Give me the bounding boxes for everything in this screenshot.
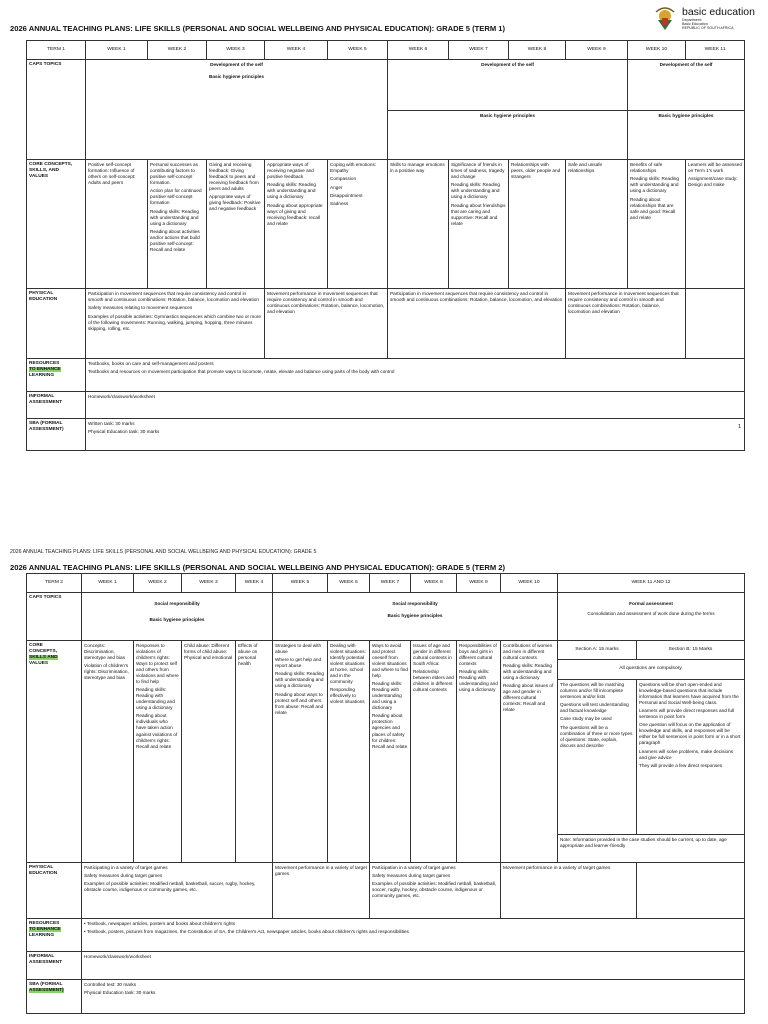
pe-cell xyxy=(501,863,637,919)
cell-paragraph: Relationships with peers, older people and strangers xyxy=(511,161,561,179)
core-cell xyxy=(273,641,328,863)
cell-paragraph: Reading skills: Reading with understanding and using a dictionary xyxy=(275,671,324,689)
cell-paragraph: Movement performance in movement sequences that require consistency and control in smooth and continuous combinations: Rotation, balance, locomotion, and elevation xyxy=(267,290,385,314)
cell-paragraph: Physical Education task: 30 marks xyxy=(88,429,160,435)
cell-paragraph: Reading about issues of age and gender in different cultural contexts: Recall and relate xyxy=(503,683,554,713)
core-cell xyxy=(457,641,501,863)
cell-paragraph: Movement performance in movement sequences that require consistency and control in smooth and continuous combinations: Rotation, balance, locomotion and elevation xyxy=(568,290,679,314)
cell-paragraph: Reading skills: Reading with understanding and using a dictionary xyxy=(267,182,316,200)
week-header: WEEK 6 xyxy=(328,574,370,593)
cell-paragraph: Questions will test understanding and factual knowledge xyxy=(560,701,629,713)
resources-cell xyxy=(82,919,745,952)
cell-paragraph: Written task: 30 marks xyxy=(88,420,135,426)
cell-paragraph: Responsibilities of boys and girls in different cultural contexts xyxy=(459,642,497,666)
week-header: WEEK 8 xyxy=(509,41,566,60)
pe-cell-empty xyxy=(686,289,745,359)
cell-paragraph: Movement performance in a variety of target games xyxy=(275,864,367,876)
cell-paragraph: Action plan for continued positive self-concept formation xyxy=(150,188,202,206)
week-header: WEEK 8 xyxy=(411,574,457,593)
week-header: WEEK 9 xyxy=(457,574,501,593)
week-header: WEEK 7 xyxy=(449,41,509,60)
informal-cell: Homework/classwork/worksheet xyxy=(82,952,745,980)
core-cell xyxy=(86,160,148,289)
core-cell xyxy=(328,641,370,863)
cell-paragraph: Controlled test: 30 marks xyxy=(84,981,137,987)
week-header: WEEK 4 xyxy=(265,41,328,60)
core-cell xyxy=(411,641,457,863)
cell-paragraph: Assignment/case study: Design and make xyxy=(688,176,738,188)
cell-paragraph: Appropriate ways of receiving negative and positive feedback xyxy=(267,161,314,179)
section-b-label: Section B: 15 Marks xyxy=(637,641,745,660)
term-header: TERM 2 xyxy=(27,574,82,593)
cell-paragraph: Anger xyxy=(330,184,343,190)
cell-paragraph: Responses to violations of children's rights: Ways to protect self and others from violations and where to find help xyxy=(136,642,179,684)
informal-cell: Homework/classwork/worksheet xyxy=(86,392,745,419)
week-header: WEEK 6 xyxy=(388,41,449,60)
resources-row xyxy=(27,919,745,952)
row-label-sba: SBA (FORMAL ASSESSMENT) xyxy=(27,419,86,451)
core-cell xyxy=(328,160,388,289)
cell-paragraph: Questions will be short open-ended and knowledge-based questions that include information that learners have acquired from the Personal and Social Well-being class. xyxy=(639,681,739,705)
cell-paragraph: Learners will provide direct responses and full sentence in point form xyxy=(639,707,735,719)
cell-paragraph: Examples of possible activities: Gymnastics sequences which combine two or more of the following movements: Running, walking, jumping, hopping, three minutes skipping, rolling, etc. xyxy=(88,313,261,331)
core-cell xyxy=(236,641,273,863)
pe-cell xyxy=(273,863,370,919)
week-header: WEEK 1 xyxy=(82,574,134,593)
header-row xyxy=(27,574,745,593)
row-label-informal: INFORMAL ASSESSMENT xyxy=(27,952,82,980)
cell-paragraph: Participation in a variety of target games xyxy=(372,864,456,870)
core-cell xyxy=(370,641,411,863)
cell-paragraph: Giving and receiving feedback: Giving feedback to peers and receiving feedback from peers and adults xyxy=(209,161,259,191)
row-label-resources: RESOURCES TO ENHANCE LEARNING xyxy=(27,919,82,952)
row-label-pe: PHYSICAL EDUCATION xyxy=(27,289,86,359)
cell-paragraph: Significance of friends in times of sadness, tragedy and change xyxy=(451,161,505,179)
section-a-text xyxy=(558,680,637,835)
cell-paragraph: Skills to manage emotions in a positive way xyxy=(390,161,445,173)
week-header: WEEK 9 xyxy=(566,41,628,60)
cell-paragraph: Safe and unsafe relationships xyxy=(568,161,603,173)
cell-paragraph: Effects of abuse on personal health xyxy=(238,642,258,666)
sba-row xyxy=(27,980,745,1014)
compulsory-note: All questions are compulsory. xyxy=(558,660,745,680)
cell-paragraph: Examples of possible activities: Modified netball, basketball, soccer, rugby, hockey, obstacle course, indigenous or community games, etc. xyxy=(84,881,256,893)
week-header: WEEK 2 xyxy=(148,41,207,60)
week-header: WEEK 3 xyxy=(182,574,236,593)
sba-cell xyxy=(86,419,745,451)
cell-paragraph: Strategies to deal with abuse xyxy=(275,642,322,654)
cell-paragraph: Coping with emotions: Empathy xyxy=(330,161,377,173)
cell-paragraph: Learners will solve problems, make decisions and give advice xyxy=(639,748,734,760)
row-label-caps: CAPS TOPICS xyxy=(27,60,86,160)
caps-formal-assessment-cell xyxy=(558,593,745,641)
cell-paragraph: Relationship between elders and children in different cultural contexts xyxy=(413,668,454,692)
core-cell xyxy=(628,160,686,289)
cell-paragraph: Reading about ways to protect self and others from abuse: Recall and relate xyxy=(275,691,324,715)
core-cell xyxy=(134,641,182,863)
pe-cell xyxy=(370,863,501,919)
resources-cell xyxy=(86,359,745,392)
cell-paragraph: Contributions of women and men in different cultural contexts xyxy=(503,642,553,660)
caps-topic-cell xyxy=(86,60,388,160)
cell-paragraph: They will provide a few direct responses xyxy=(639,763,723,769)
cell-paragraph: Reading skills: Reading with understanding and using a dictionary xyxy=(459,668,498,692)
cell-paragraph: Examples of possible activities: Modified netball, basketball, soccer, rugby, hockey, obstacle course, indigenous or community games, etc. xyxy=(372,881,497,899)
core-cell xyxy=(207,160,265,289)
caps-topic-sub: Basic hygiene principles xyxy=(209,73,264,79)
cell-paragraph: Movement performance in a variety of target games xyxy=(503,864,611,870)
cell-paragraph: Issues of age and gender in different cultural contexts in South Africa: xyxy=(413,642,452,666)
caps-row xyxy=(27,593,745,641)
cell-paragraph: Compassion xyxy=(330,176,357,182)
core-cell xyxy=(182,641,236,863)
core-cell xyxy=(686,160,745,289)
resources-row xyxy=(27,359,745,392)
term2-table xyxy=(26,573,745,1014)
core-cell xyxy=(82,641,134,863)
cell-paragraph: Appropriate ways of giving feedback: Positive and negative feedback xyxy=(209,194,261,212)
week-header: WEEK 2 xyxy=(134,574,182,593)
caps-topic-cell xyxy=(82,593,273,641)
week-header: WEEK 10 xyxy=(501,574,558,593)
page-number: 1 xyxy=(738,424,742,430)
sba-cell xyxy=(82,980,745,1014)
cell-paragraph: Reading about activities and/or actions that build positive self-concept: Recall and relate xyxy=(150,229,200,253)
logo-name: basic education xyxy=(682,6,755,19)
caps-topic-title: Social responsibility xyxy=(154,600,200,606)
pe-cell xyxy=(86,289,265,359)
cell-paragraph: Reading skills: Reading with understanding and using a dictionary xyxy=(150,208,199,226)
cell-paragraph: Textbooks, books on care and self-management and posters xyxy=(88,360,214,366)
core-cell xyxy=(501,641,558,863)
cell-paragraph: Where to get help and report abuse xyxy=(275,656,322,668)
cell-paragraph: Ways to avoid and protect oneself from violent situations and where to find help xyxy=(372,642,408,678)
cell-paragraph: Benefits of safe relationships xyxy=(630,161,663,173)
core-row-a xyxy=(27,641,745,660)
caps-topic-title: Development of the self xyxy=(210,61,263,67)
informal-row xyxy=(27,952,745,980)
cell-paragraph: Textbooks and resources on movement participation that promote ways to locomote, rotate, elevate and balance using parts of the body with control xyxy=(88,369,395,375)
caps-topic-title: Development of the self xyxy=(628,60,745,111)
cell-paragraph: Personal successes as contributing factors to positive self-concept formation. xyxy=(150,161,198,185)
caps-formal-assessment: Formal assessment xyxy=(629,600,673,606)
caps-topic-sub: Basic hygiene principles xyxy=(387,612,443,618)
cell-paragraph: Sadness xyxy=(330,201,349,207)
page1-title: 2026 ANNUAL TEACHING PLANS: LIFE SKILLS (PERSONAL AND SOCIAL WELLBEING AND PHYSICAL EDUCATION): GRADE 5 (TERM 1) xyxy=(10,24,506,33)
row-label-core: CORE CONCEPTS, SKILLS, AND VALUES xyxy=(27,160,86,289)
caps-topic-title: Development of the self xyxy=(388,60,628,111)
header-row xyxy=(27,41,745,60)
caps-topic-title: Social responsibility xyxy=(392,600,438,606)
section-a-label: Section A: 15 marks xyxy=(558,641,637,660)
caps-topic-sub: Basic hygiene principles xyxy=(628,111,745,160)
cell-paragraph: Reading about appropriate ways of giving and receiving feedback: recall and relate xyxy=(267,202,323,226)
week-header: WEEK 10 xyxy=(628,41,686,60)
core-row xyxy=(27,160,745,289)
cell-paragraph: Reading about individuals who have taken action against violations of children's rights: Recall and relate xyxy=(136,713,178,749)
week-header: WEEK 3 xyxy=(207,41,265,60)
core-cell xyxy=(509,160,566,289)
section-b-text xyxy=(637,680,745,835)
cell-paragraph: Participating in a variety of target games xyxy=(84,864,168,870)
core-cell xyxy=(265,160,328,289)
cell-paragraph: Child abuse: Different forms of child abuse: Physical and emotional xyxy=(184,642,233,660)
page2-title: 2026 ANNUAL TEACHING PLANS: LIFE SKILLS (PERSONAL AND SOCIAL WELLBEING AND PHYSICAL EDUCATION): GRADE 5 (TERM 2) xyxy=(10,563,506,572)
cell-paragraph: • Textbook, posters, pictures from magazines, the Constitution of SA, the Children's Act, newspaper articles, books about children's rights and responsibilities xyxy=(84,928,409,934)
week-header: WEEK 5 xyxy=(273,574,328,593)
week-header: WEEK 11 xyxy=(686,41,745,60)
logo-country: REPUBLIC OF SOUTH AFRICA xyxy=(682,26,734,31)
cell-paragraph: Participation in movement sequences that require consistency and control in smooth and continuous combinations: Rotation, balance, locomotion, and elevation xyxy=(390,290,563,302)
row-label-pe: PHYSICAL EDUCATION xyxy=(27,863,82,919)
logo-dept: Department: xyxy=(682,17,702,22)
cell-paragraph: Safety measures relating to movement sequences xyxy=(88,305,193,311)
cell-paragraph: Reading skills: Reading with understanding and using a dictionary xyxy=(503,662,552,680)
pe-cell xyxy=(265,289,388,359)
row-label-informal: INFORMAL ASSESSMENT xyxy=(27,392,86,419)
cell-paragraph: The questions will be matching columns and/or fill in/complete sentences and/or lists xyxy=(560,681,625,699)
pe-row xyxy=(27,289,745,359)
term1-table xyxy=(26,40,745,451)
cell-paragraph: Participation in movement sequences that require consistency and control in smooth and continuous combinations: Rotation, balance, locomotion and elevation xyxy=(88,290,259,302)
informal-row xyxy=(27,392,745,419)
logo-dept2: Basic Education xyxy=(682,22,708,26)
running-header: 2026 ANNUAL TEACHING PLANS: LIFE SKILLS (PERSONAL AND SOCIAL WELLBEING AND PHYSICAL EDUCATION): GRADE 5 xyxy=(10,549,317,555)
cell-paragraph: Disappointment xyxy=(330,192,363,198)
row-label-core: CORE CONCEPTS, SKILLS AND VALUES xyxy=(27,641,82,863)
cell-paragraph: Reading skills: Reading with understanding and using a dictionary xyxy=(372,680,403,711)
basic-education-logo xyxy=(652,6,755,32)
pe-cell xyxy=(388,289,566,359)
pe-cell-empty xyxy=(637,863,745,919)
pe-cell xyxy=(82,863,273,919)
cell-paragraph: One question will focus on the application of knowledge and skills, and responses will be either be full sentences in point form or in a short paragraph xyxy=(639,722,741,746)
cell-paragraph: Concepts: Discrimination, stereotype and bias xyxy=(84,642,125,660)
core-cell xyxy=(388,160,449,289)
pe-cell xyxy=(566,289,686,359)
cell-paragraph: Reading about protection agencies and places of safety for children: Recall and relate xyxy=(372,713,408,749)
cell-paragraph: Case study may be used xyxy=(560,716,612,722)
caps-consolidation: Consolidation and assessment of work done during the terms xyxy=(587,610,715,616)
pe-row xyxy=(27,863,745,919)
caps-topic-sub: Basic hygiene principles xyxy=(149,616,205,622)
cell-paragraph: Positive self-concept formation: Influence of others on self-concept: Adults and peers xyxy=(88,161,136,185)
cell-paragraph: Safety measures during target games xyxy=(372,872,451,878)
cell-paragraph: Responding effectively to violent situations xyxy=(330,687,365,705)
cell-paragraph: Violation of children's rights: Discrimination, stereotype and bias xyxy=(84,662,129,680)
week-header: WEEK 5 xyxy=(328,41,388,60)
cell-paragraph: Physical Education task: 30 marks xyxy=(84,989,156,995)
caps-row-a xyxy=(27,60,745,111)
sba-row xyxy=(27,419,745,451)
cell-paragraph: Reading about relationships that are safe and good: Recall and relate xyxy=(630,196,676,220)
caps-topic-sub: Basic hygiene principles xyxy=(388,111,628,160)
coat-of-arms-icon xyxy=(652,6,678,32)
core-cell xyxy=(148,160,207,289)
week-header: WEEK 11 AND 12 xyxy=(558,574,745,593)
case-study-note: Note: Information provided in the case studies should be current, up to date, age appropriate and learner-friendly xyxy=(558,835,745,863)
week-header: WEEK 1 xyxy=(86,41,148,60)
cell-paragraph: Reading skills: Reading with understanding and using a dictionary xyxy=(630,176,679,194)
cell-paragraph: Learners will be assessed on Term 1's work xyxy=(688,161,742,173)
term-header: TERM 1 xyxy=(27,41,86,60)
core-cell xyxy=(449,160,509,289)
row-label-caps: CAPS TOPICS xyxy=(27,593,82,641)
cell-paragraph: Reading skills: Reading with understanding and using a dictionary xyxy=(451,182,500,200)
week-header: WEEK 4 xyxy=(236,574,273,593)
cell-paragraph: Dealing with violent situations: Identify potential violent situations at home, school and in the community xyxy=(330,642,366,684)
cell-paragraph: The questions will be a combination of three or more types of questions: State, explain, discuss and describe xyxy=(560,724,633,748)
core-cell xyxy=(566,160,628,289)
row-label-sba: SBA (FORMAL ASSESSMENT) xyxy=(27,980,82,1014)
row-label-resources: RESOURCES TO ENHANCE LEARNING xyxy=(27,359,86,392)
cell-paragraph: Reading about friendships that are caring and supportive: Recall and relate xyxy=(451,202,506,226)
cell-paragraph: • Textbook, newspaper articles, posters and books about children's rights xyxy=(84,920,235,926)
cell-paragraph: Safety measures during target games xyxy=(84,872,163,878)
week-header: WEEK 7 xyxy=(370,574,411,593)
caps-topic-cell xyxy=(273,593,558,641)
cell-paragraph: Reading skills: Reading with understanding and using a dictionary xyxy=(136,687,175,711)
